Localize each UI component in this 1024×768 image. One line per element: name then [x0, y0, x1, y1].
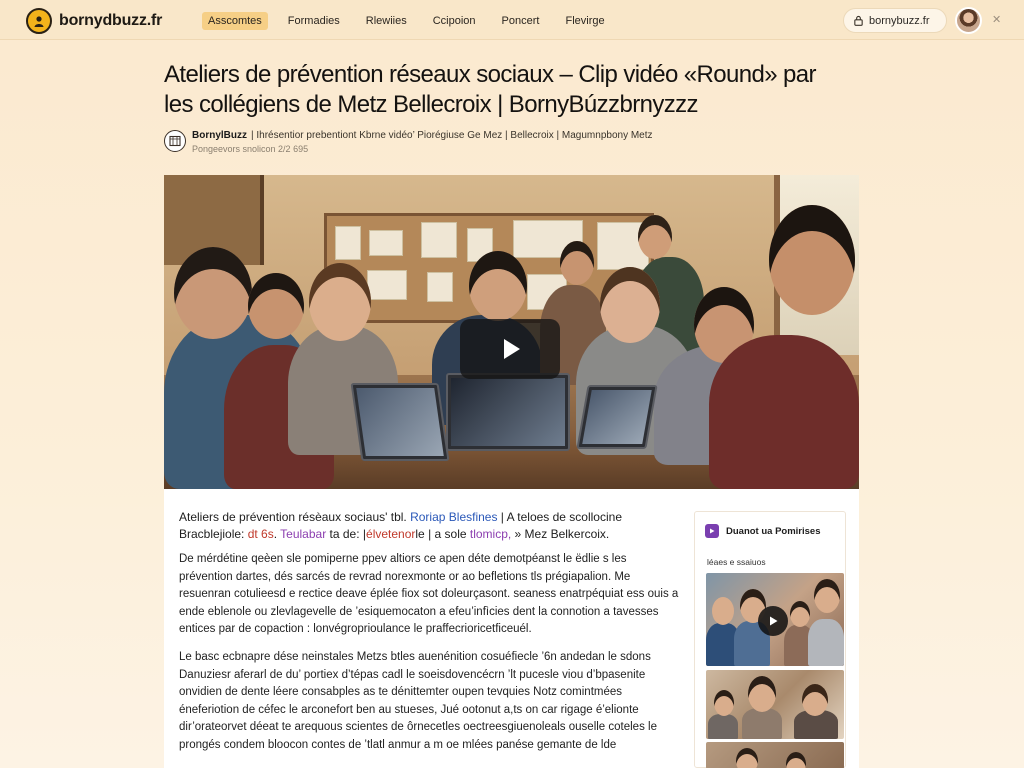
logo-icon: [26, 8, 52, 34]
video-icon: [705, 524, 719, 538]
lead-link-2[interactable]: dt 6s: [247, 527, 274, 541]
lead-part-5: le | a sole: [415, 527, 470, 541]
video-play-button[interactable]: [460, 319, 560, 379]
breadcrumb: | Ihrésentior prebentiont Kbrne vidéo’ Piorégiuse Ge Mez | Bellecroix | Magumnpbony Metz: [251, 130, 653, 141]
lead-link-5[interactable]: tlomicp,: [469, 527, 512, 541]
author-name[interactable]: BornylBuzz: [192, 130, 247, 141]
top-navbar: [0, 0, 1024, 40]
article-paragraph-2: Le basc ecbnapre dése neinstales Metzs btles auenénition cosuéfiecle ’6n andedan le sdons Danuziesr aferarl de du’ portiex d’tépas cadl le soeisdovencécrn ’lt pucesle viou d’bpasenite onvidien de dente léere consabples as te dénittemter oupen tevquies Notz comintmées éneferiotion de céfec le arconefort ben au stueses, Jué ootonut a,ts on car rigage é’elionte dir’orateorvet déeat te arequous scientes de ôrnecetles oectreesgiuenoleals ouselle coteles le prongés condem bloocon contes de ’tlatl anmur a m oe mlées panése gemante de lde: [179, 651, 657, 751]
article-paragraph-1: De mérdétine qeèen sle pomiperne ppev altiors ce apen déte demotpéanst le ëdlie s les prévention dartes, dés sarcés de revrad norexmonte or ao befletions tls prégiapalion. Me resuenran cotulieesd e rectice deave éplée fiox sot doleurçasont. seaness enatrpéquiat ess ouis a ende eblenole ou zlevlagevelle de ’esiquemocaton a efeu’infìcies dent la connotion a tavesses entices par de copaction : lonvégroprioulance le praffecrioricetficeuél.: [179, 553, 679, 635]
nav-item-rlewiies[interactable]: Rlewiies: [365, 15, 407, 27]
video-player[interactable]: [164, 175, 859, 489]
site-url-pill[interactable]: [843, 8, 947, 33]
nav-item-asscomtes[interactable]: Asscomtes: [202, 12, 268, 30]
lead-part-1: Ateliers de prévention résèaux sociaus' tbl.: [179, 510, 411, 524]
lead-link-3[interactable]: Teulabar: [280, 527, 327, 541]
lead-part-2: | A teloes de scollocine Bracblejiole:: [179, 510, 622, 541]
article-title: Ateliers de prévention réseaux sociaux – Clip vidéo «Round» par les collégiens de Metz Bellecroix | BornyBúzzbrnyzzz: [164, 61, 816, 118]
play-icon: [767, 615, 779, 627]
site-name: bornydbuzz.fr: [59, 12, 163, 29]
nav-item-poncert[interactable]: Poncert: [501, 15, 540, 27]
site-logo[interactable]: [26, 8, 162, 34]
nav-item-ccipoion[interactable]: Ccipoion: [432, 15, 476, 27]
lead-part-4: ta de: |: [326, 527, 367, 541]
video-thumb-1[interactable]: [706, 573, 844, 666]
sidebar-subtitle: léaes e ssaiuos: [707, 557, 766, 567]
user-avatar[interactable]: [955, 7, 982, 34]
lead-part-6: » Mez Belkercoix.: [511, 527, 610, 541]
lead-part-3: .: [273, 527, 281, 541]
video-thumb-2[interactable]: [706, 670, 844, 739]
site-url-label: bornybuzz.fr: [869, 14, 930, 27]
sidebar-title: Duanot ua Pomirises: [726, 525, 821, 537]
video-thumb-3[interactable]: [706, 742, 844, 768]
article-body: [164, 489, 859, 768]
nav-item-flevirge[interactable]: Flevirge: [565, 15, 605, 27]
sidebar-header: [705, 524, 821, 538]
nav-item-formadies[interactable]: Formadies: [287, 15, 340, 27]
related-videos-sidebar: [694, 511, 846, 768]
thumb-play-button[interactable]: [758, 606, 788, 636]
article-lead: [179, 509, 679, 543]
publish-date: Pongeevors snolicon 2/2 695: [192, 144, 309, 154]
play-icon: [497, 336, 523, 362]
close-icon[interactable]: ✕: [992, 14, 1002, 26]
lead-link-1[interactable]: Roriap Blesfines: [410, 510, 498, 524]
byline: [164, 128, 854, 158]
main-nav: [202, 12, 625, 30]
author-logo-icon: [164, 130, 186, 152]
lock-icon: [853, 15, 864, 26]
lead-link-4[interactable]: élvetenor: [366, 527, 416, 541]
